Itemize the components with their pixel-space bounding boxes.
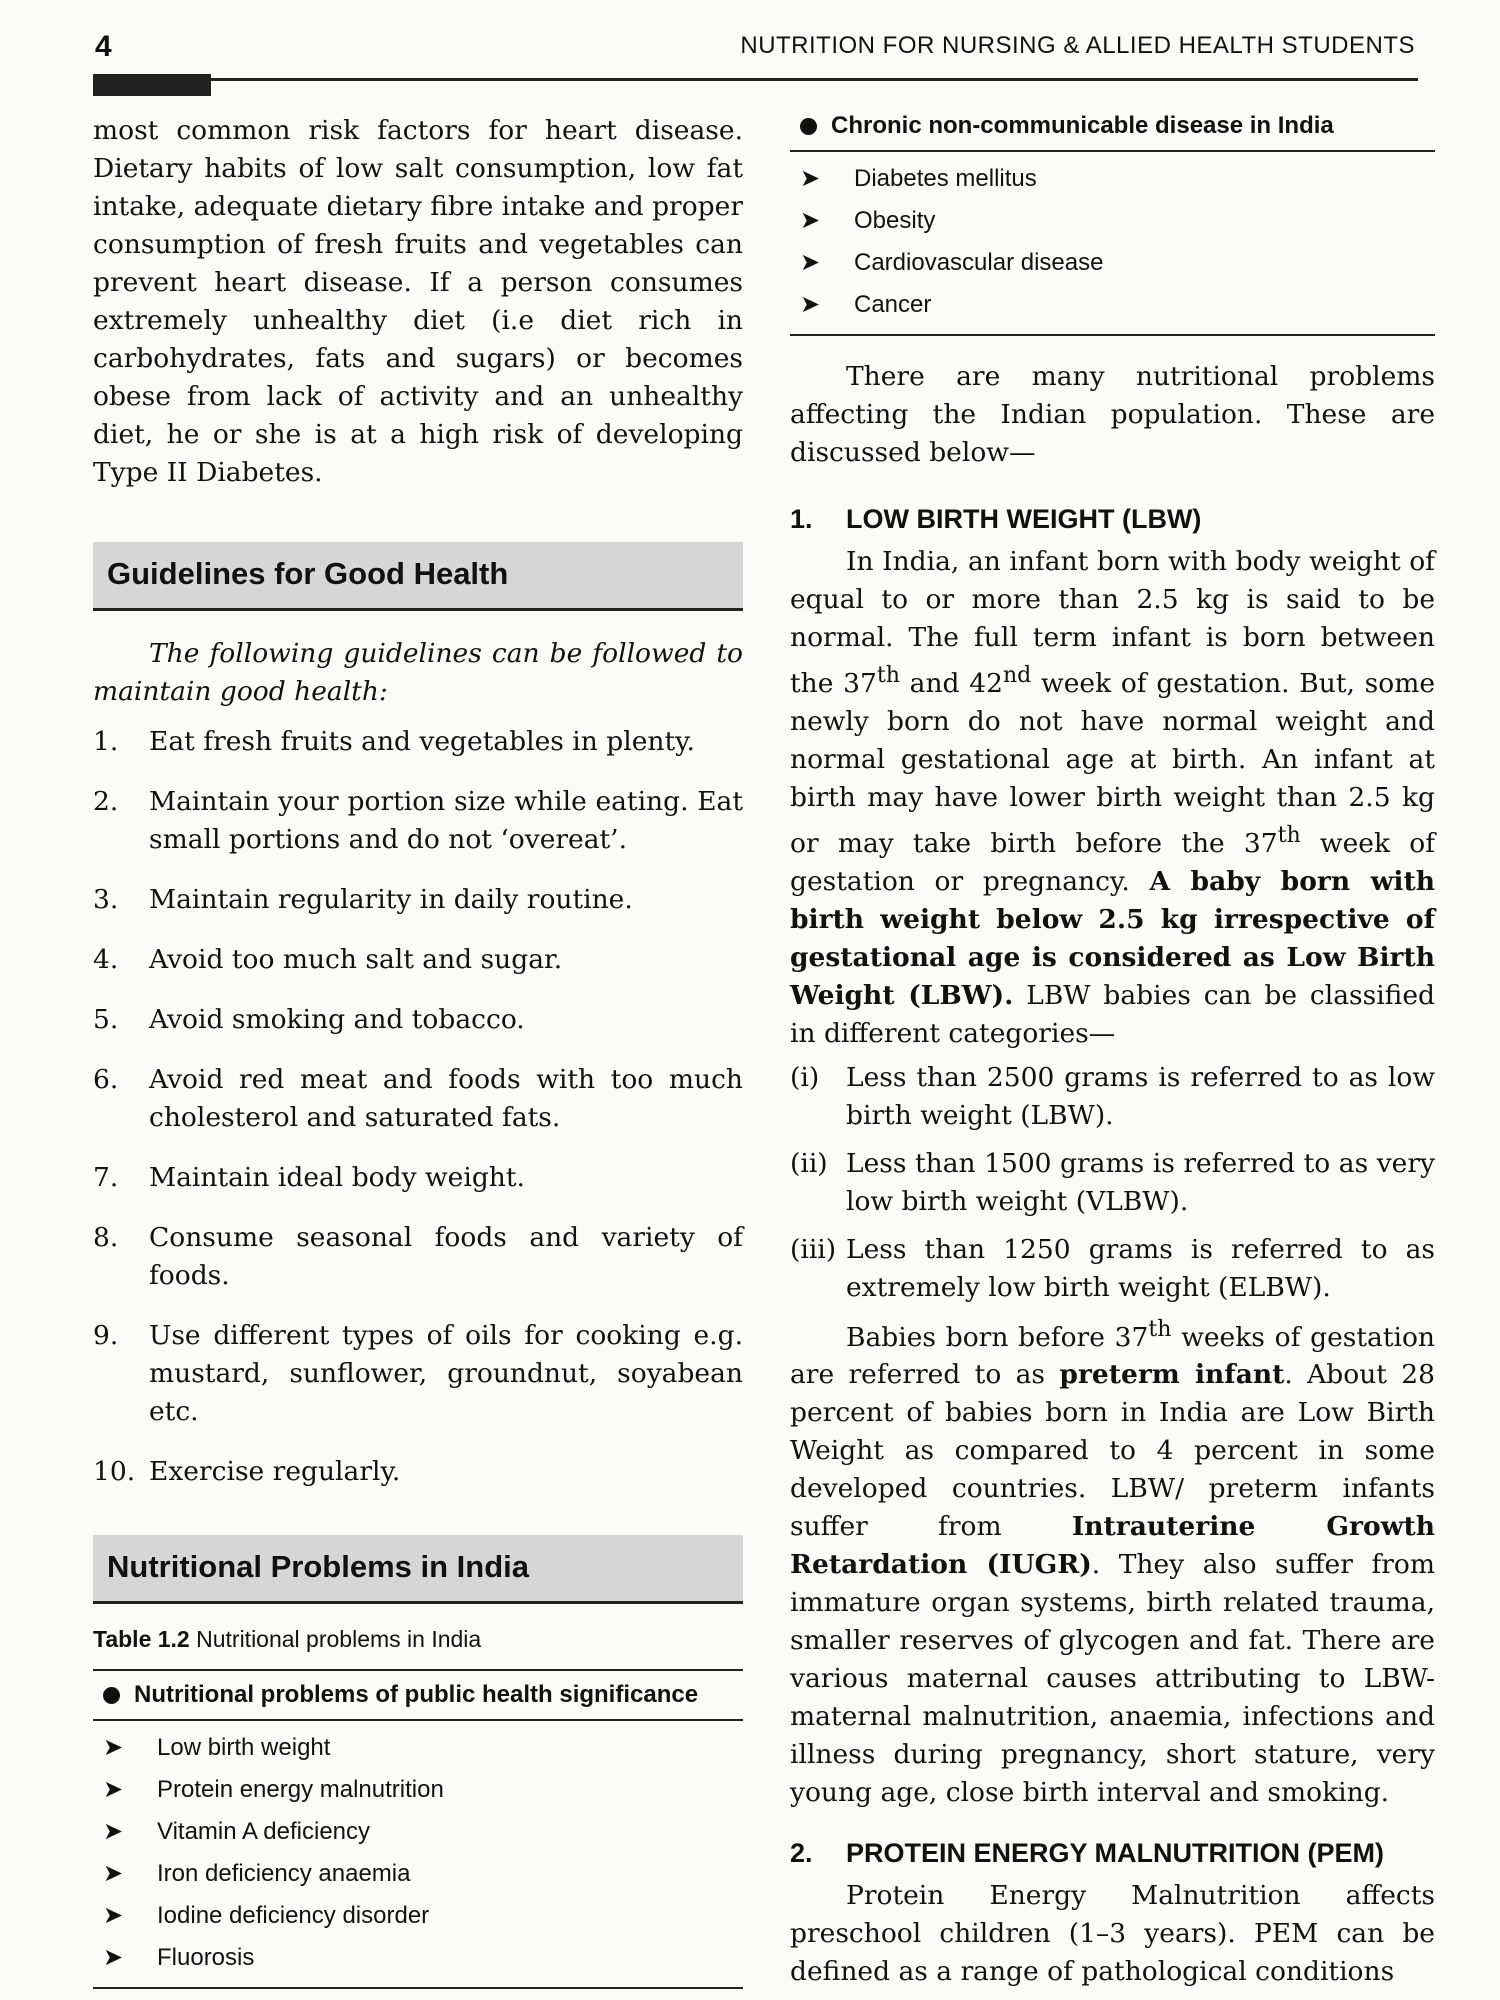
intro-paragraph: most common risk factors for heart disease. Dietary habits of low salt consumption, low fat intake, adequate dietary fibre intake and proper consumption of fresh fruits and vegetables can prevent heart disease. If a person consumes extremely unhealthy diet (i.e diet rich in carbohydrates, fats and sugars) or becomes obese from lack of activity and an unhealthy diet, he or she is at a high risk of developing Type II Diabetes. bbox=[93, 115, 743, 488]
list-item: ➤ Diabetes mellitus bbox=[790, 158, 1435, 200]
header-rule bbox=[93, 78, 1418, 81]
list-item: ➤ Protein energy malnutrition bbox=[93, 1769, 743, 1811]
lbw-paragraph-1: In India, an infant born with body weight of equal to or more than 2.5 kg is said to be normal. The full term infant is born between the 37th and 42nd week of gestation. But, some newly born do not have normal weight and normal gestational age at birth. An infant at birth may have lower birth weight than 2.5 kg or may take birth before the 37th week of gestation or pregnancy. A baby born with birth weight below 2.5 kg irrespective of gestational age is considered as Low Birth Weight (LBW). LBW babies can be classified in different categories— bbox=[790, 546, 1436, 1049]
guidelines-list bbox=[93, 723, 743, 1491]
list-item: ➤ Iron deficiency anaemia bbox=[93, 1853, 743, 1895]
list-item: 3. Maintain regularity in daily routine. bbox=[93, 884, 633, 915]
nutritional-problems-heading: Nutritional Problems in India bbox=[93, 1535, 743, 1604]
list-item: ➤ Cardiovascular disease bbox=[790, 242, 1435, 284]
list-item: ➤ Obesity bbox=[790, 200, 1435, 242]
table-rule bbox=[93, 1987, 743, 1989]
pem-paragraph-1: Protein Energy Malnutrition affects preschool children (1–3 years). PEM can be defined as a range of pathological conditions bbox=[790, 1880, 1435, 1988]
list-item: 6. Avoid red meat and foods with too much cholesterol and saturated fats. bbox=[93, 1064, 743, 1133]
list-item: ➤ Vitamin A deficiency bbox=[93, 1811, 743, 1853]
list-item: (i) Less than 2500 grams is referred to as low birth weight (LBW). bbox=[790, 1061, 1435, 1131]
running-title: NUTRITION FOR NURSING & ALLIED HEALTH STUDENTS bbox=[740, 32, 1415, 59]
pem-heading: 2. PROTEIN ENERGY MALNUTRITION (PEM) bbox=[790, 1838, 1385, 1869]
arrow-icon: ➤ bbox=[800, 291, 821, 318]
arrow-icon: ➤ bbox=[103, 1944, 124, 1971]
arrow-icon: ➤ bbox=[103, 1818, 124, 1845]
arrow-icon: ➤ bbox=[103, 1776, 124, 1803]
list-item: 4. Avoid too much salt and sugar. bbox=[93, 944, 563, 975]
lbw-categories bbox=[790, 1059, 1435, 1307]
list-item: 9. Use different types of oils for cooking e.g. mustard, sunflower, groundnut, soyabean etc. bbox=[93, 1320, 743, 1427]
arrow-icon: ➤ bbox=[103, 1734, 124, 1761]
table-subhead-right: Chronic non-communicable disease in India bbox=[790, 112, 1435, 150]
header-mark bbox=[93, 74, 211, 96]
table-caption: Table 1.2 Nutritional problems in India bbox=[93, 1626, 482, 1652]
problems-intro: There are many nutritional problems affecting the Indian population. These are discussed below— bbox=[790, 361, 1435, 468]
list-item: ➤ Iodine deficiency disorder bbox=[93, 1895, 743, 1937]
list-item: (iii) Less than 1250 grams is referred to as extremely low birth weight (ELBW). bbox=[790, 1233, 1435, 1303]
list-item: ➤ Low birth weight bbox=[93, 1727, 743, 1769]
list-item: 10. Exercise regularly. bbox=[93, 1456, 401, 1487]
list-item: ➤ Cancer bbox=[790, 284, 1435, 326]
list-item: 2. Maintain your portion size while eating. Eat small portions and do not ‘overeat’. bbox=[93, 786, 743, 855]
arrow-icon: ➤ bbox=[800, 165, 821, 192]
list-item: 8. Consume seasonal foods and variety of foods. bbox=[93, 1222, 743, 1291]
list-item: ➤ Fluorosis bbox=[93, 1937, 743, 1979]
table-list-left bbox=[93, 1721, 743, 1987]
page-number: 4 bbox=[95, 30, 112, 63]
bullet-icon bbox=[800, 118, 817, 135]
arrow-icon: ➤ bbox=[103, 1860, 124, 1887]
bullet-icon bbox=[103, 1687, 120, 1704]
list-item: 5. Avoid smoking and tobacco. bbox=[93, 1004, 525, 1035]
arrow-icon: ➤ bbox=[800, 207, 821, 234]
list-item: 1. Eat fresh fruits and vegetables in plenty. bbox=[93, 726, 695, 757]
guidelines-intro: The following guidelines can be followed to maintain good health: bbox=[93, 638, 743, 707]
table-subhead-left: Nutritional problems of public health significance bbox=[93, 1671, 743, 1719]
right-column bbox=[790, 112, 1435, 1991]
table-list-right bbox=[790, 152, 1435, 334]
guidelines-heading: Guidelines for Good Health bbox=[93, 542, 743, 611]
list-item: 7. Maintain ideal body weight. bbox=[93, 1162, 525, 1193]
lbw-heading: 1. LOW BIRTH WEIGHT (LBW) bbox=[790, 504, 1202, 534]
arrow-icon: ➤ bbox=[800, 249, 821, 276]
list-item: (ii) Less than 1500 grams is referred to as very low birth weight (VLBW). bbox=[790, 1147, 1435, 1217]
arrow-icon: ➤ bbox=[103, 1902, 124, 1929]
left-column bbox=[93, 112, 743, 1989]
lbw-paragraph-2: Babies born before 37th weeks of gestation are referred to as preterm infant. About 28 percent of babies born in India are Low Birth Weight as compared to 4 percent in some developed countries. LBW/ preterm infants suffer from Intrauterine Growth Retardation (IUGR). They also suffer from immature organ systems, birth related trauma, smaller reserves of glycogen and fat. There are various maternal causes attributing to LBW- maternal malnutrition, anaemia, infections and illness during pregnancy, short stature, very young age, close birth interval and smoking. bbox=[790, 1316, 1436, 1809]
